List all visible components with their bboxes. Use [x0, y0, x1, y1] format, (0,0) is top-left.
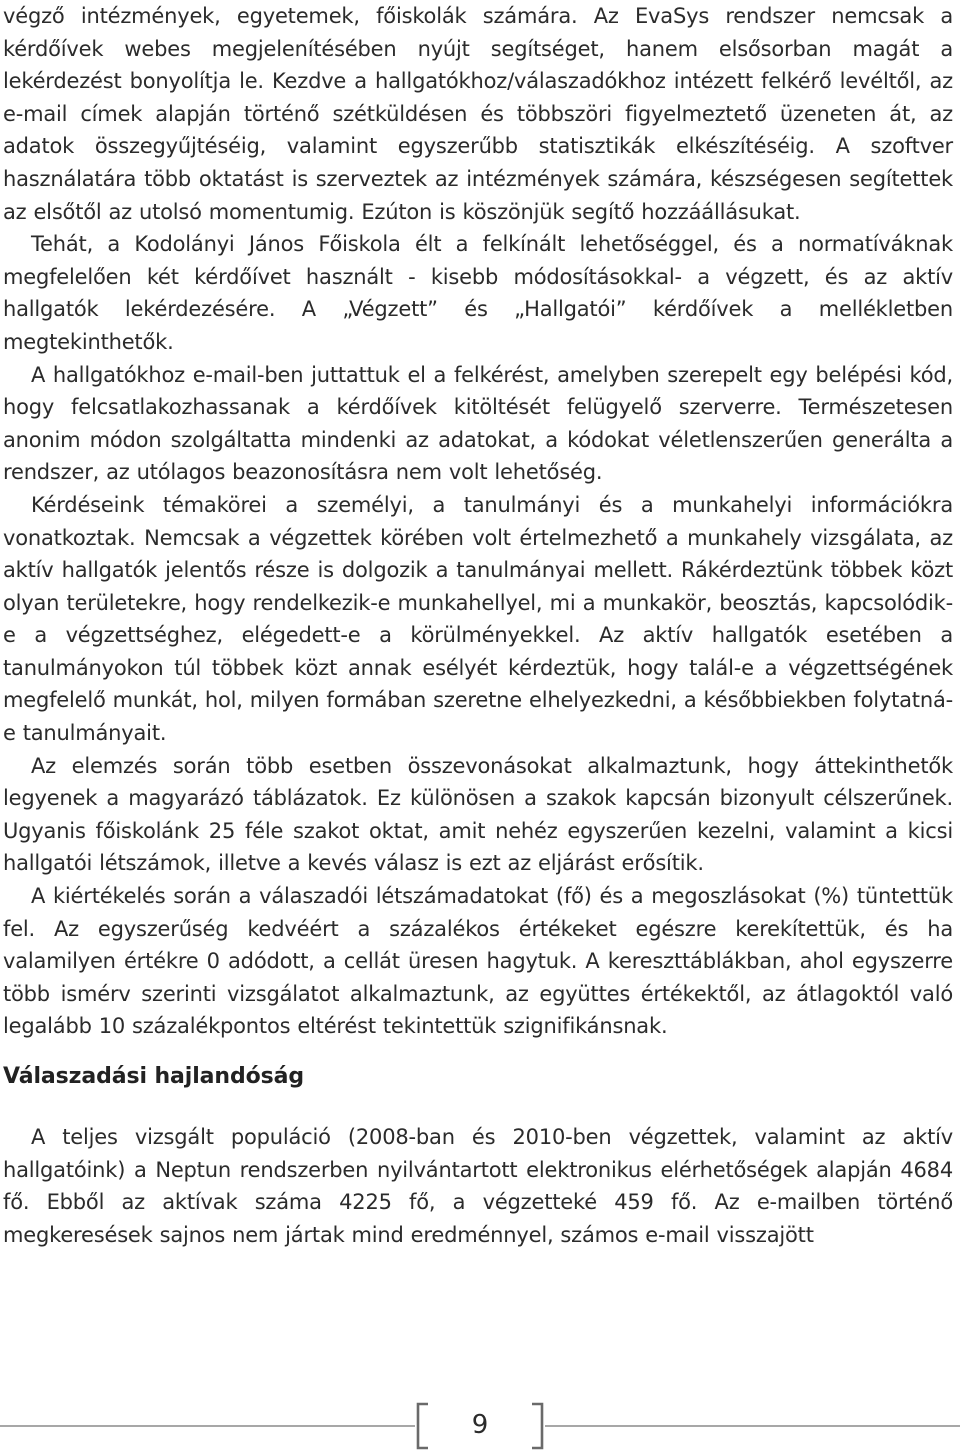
paragraph-questionnaires: Tehát, a Kodolányi János Főiskola élt a felkínált lehetőséggel, és a normatíváknak megfelelően két kérdőívet használt - kisebb módosításokkal- a végzett, és az aktív hallgatók lekérdezésére. A „Végzett” és „Hallgatói” kérdőívek a mellékletben megtekinthetők.: [3, 232, 953, 354]
document-body: [3, 0, 953, 1251]
paragraph-question-topics: Kérdéseink témakörei a személyi, a tanulmányi és a munkahelyi információkra vonatkoztak. Nemcsak a végzettek körében volt értelmezhető a munkahely vizsgálata, az aktív hallgatók jelentős része is dolgozik a tanulmányai mellett. Rákérdeztünk többek közt olyan területekre, hogy rendelkezik-e munkahellyel, mi a munkakör, beosztás, kapcsolódik-e a végzettséghez, elégedett-e a körülményekkel. Az aktív hallgatók esetében a tanulmányokon túl többek közt annak esélyét kérdeztük, hogy talál-e a végzettségének megfelelő munkát, hol, milyen formában szeretne elhelyezkedni, a későbbiekben folytatná-e tanulmányait.: [3, 492, 953, 746]
paragraph-evaluation: A kiértékelés során a válaszadói létszámadatokat (fő) és a megoszlásokat (%) tüntettük fel. Az egyszerűség kedvéért a százalékos értékeket egészre kerekítettük, és ha valamilyen értékre 0 adódott, a cellát üresen hagytuk. A kereszttáblákban, ahol egyszerre több ismérv szerinti vizsgálatot alkalmaztunk, az együttes értékektől, az átlagoktól való legalább 10 százalékpontos eltérést tekintettük szignifikánsnak.: [3, 884, 953, 1039]
paragraph-email-invitation: A hallgatókhoz e-mail-ben juttattuk el a felkérést, amelyben szerepelt egy belépési kód, hogy felcsatlakozhassanak a kérdőívek kitöltését felügyelő szerverre. Természetesen anonim módon szolgáltatta mindenki az adatokat, a kódokat véletlenszerűen generálta a rendszer, az utólagos beazonosításra nem volt lehetőség.: [3, 362, 953, 485]
paragraph-response-rate: A teljes vizsgált populáció (2008-ban és 2010-ben végzettek, valamint az aktív hallgatóink) a Neptun rendszerben nyilvántartott elektronikus elérhetőségek alapján 4684 fő. Ebből az aktívak száma 4225 fő, a végzetteké 459 fő. Az e-mailben történő megkeresések sajnos nem jártak mind eredménnyel, számos e-mail visszajött: [3, 1125, 953, 1247]
paragraph-analysis-method: Az elemzés során több esetben összevonásokat alkalmaztunk, hogy áttekinthetők legyenek a magyarázó táblázatok. Ez különösen a szakok kapcsán bizonyult célszerűnek. Ugyanis főiskolánk 25 féle szakot oktat, amit nehéz egyszerűen kezelni, valamint a kicsi hallgatói létszámok, illetve a kevés válasz is ezt az eljárást erősítik.: [3, 753, 953, 876]
section-heading: Válaszadási hajlandóság: [3, 1064, 305, 1089]
page-footer: [0, 1400, 960, 1451]
paragraph-evasys-intro: végző intézmények, egyetemek, főiskolák számára. Az EvaSys rendszer nemcsak a kérdőívek webes megjelenítésében nyújt segítséget, hanem elsősorban magát a lekérdezést bonyolítja le. Kezdve a hallgatókhoz/válaszadókhoz intézett felkérő levéltől, az e-mail címek alapján történő szétküldésen és többszöri figyelmeztető üzeneten át, az adatok összegyűjtéséig, valamint egyszerűbb statisztikák elkészítéséig. A szoftver használatára több oktatást is szerveztek az intézmények számára, készségesen segítettek az elsőtől az utolsó momentumig. Ezúton is köszönjük segítő hozzáállásukat.: [3, 4, 953, 224]
page-number: 9: [471, 1410, 489, 1440]
